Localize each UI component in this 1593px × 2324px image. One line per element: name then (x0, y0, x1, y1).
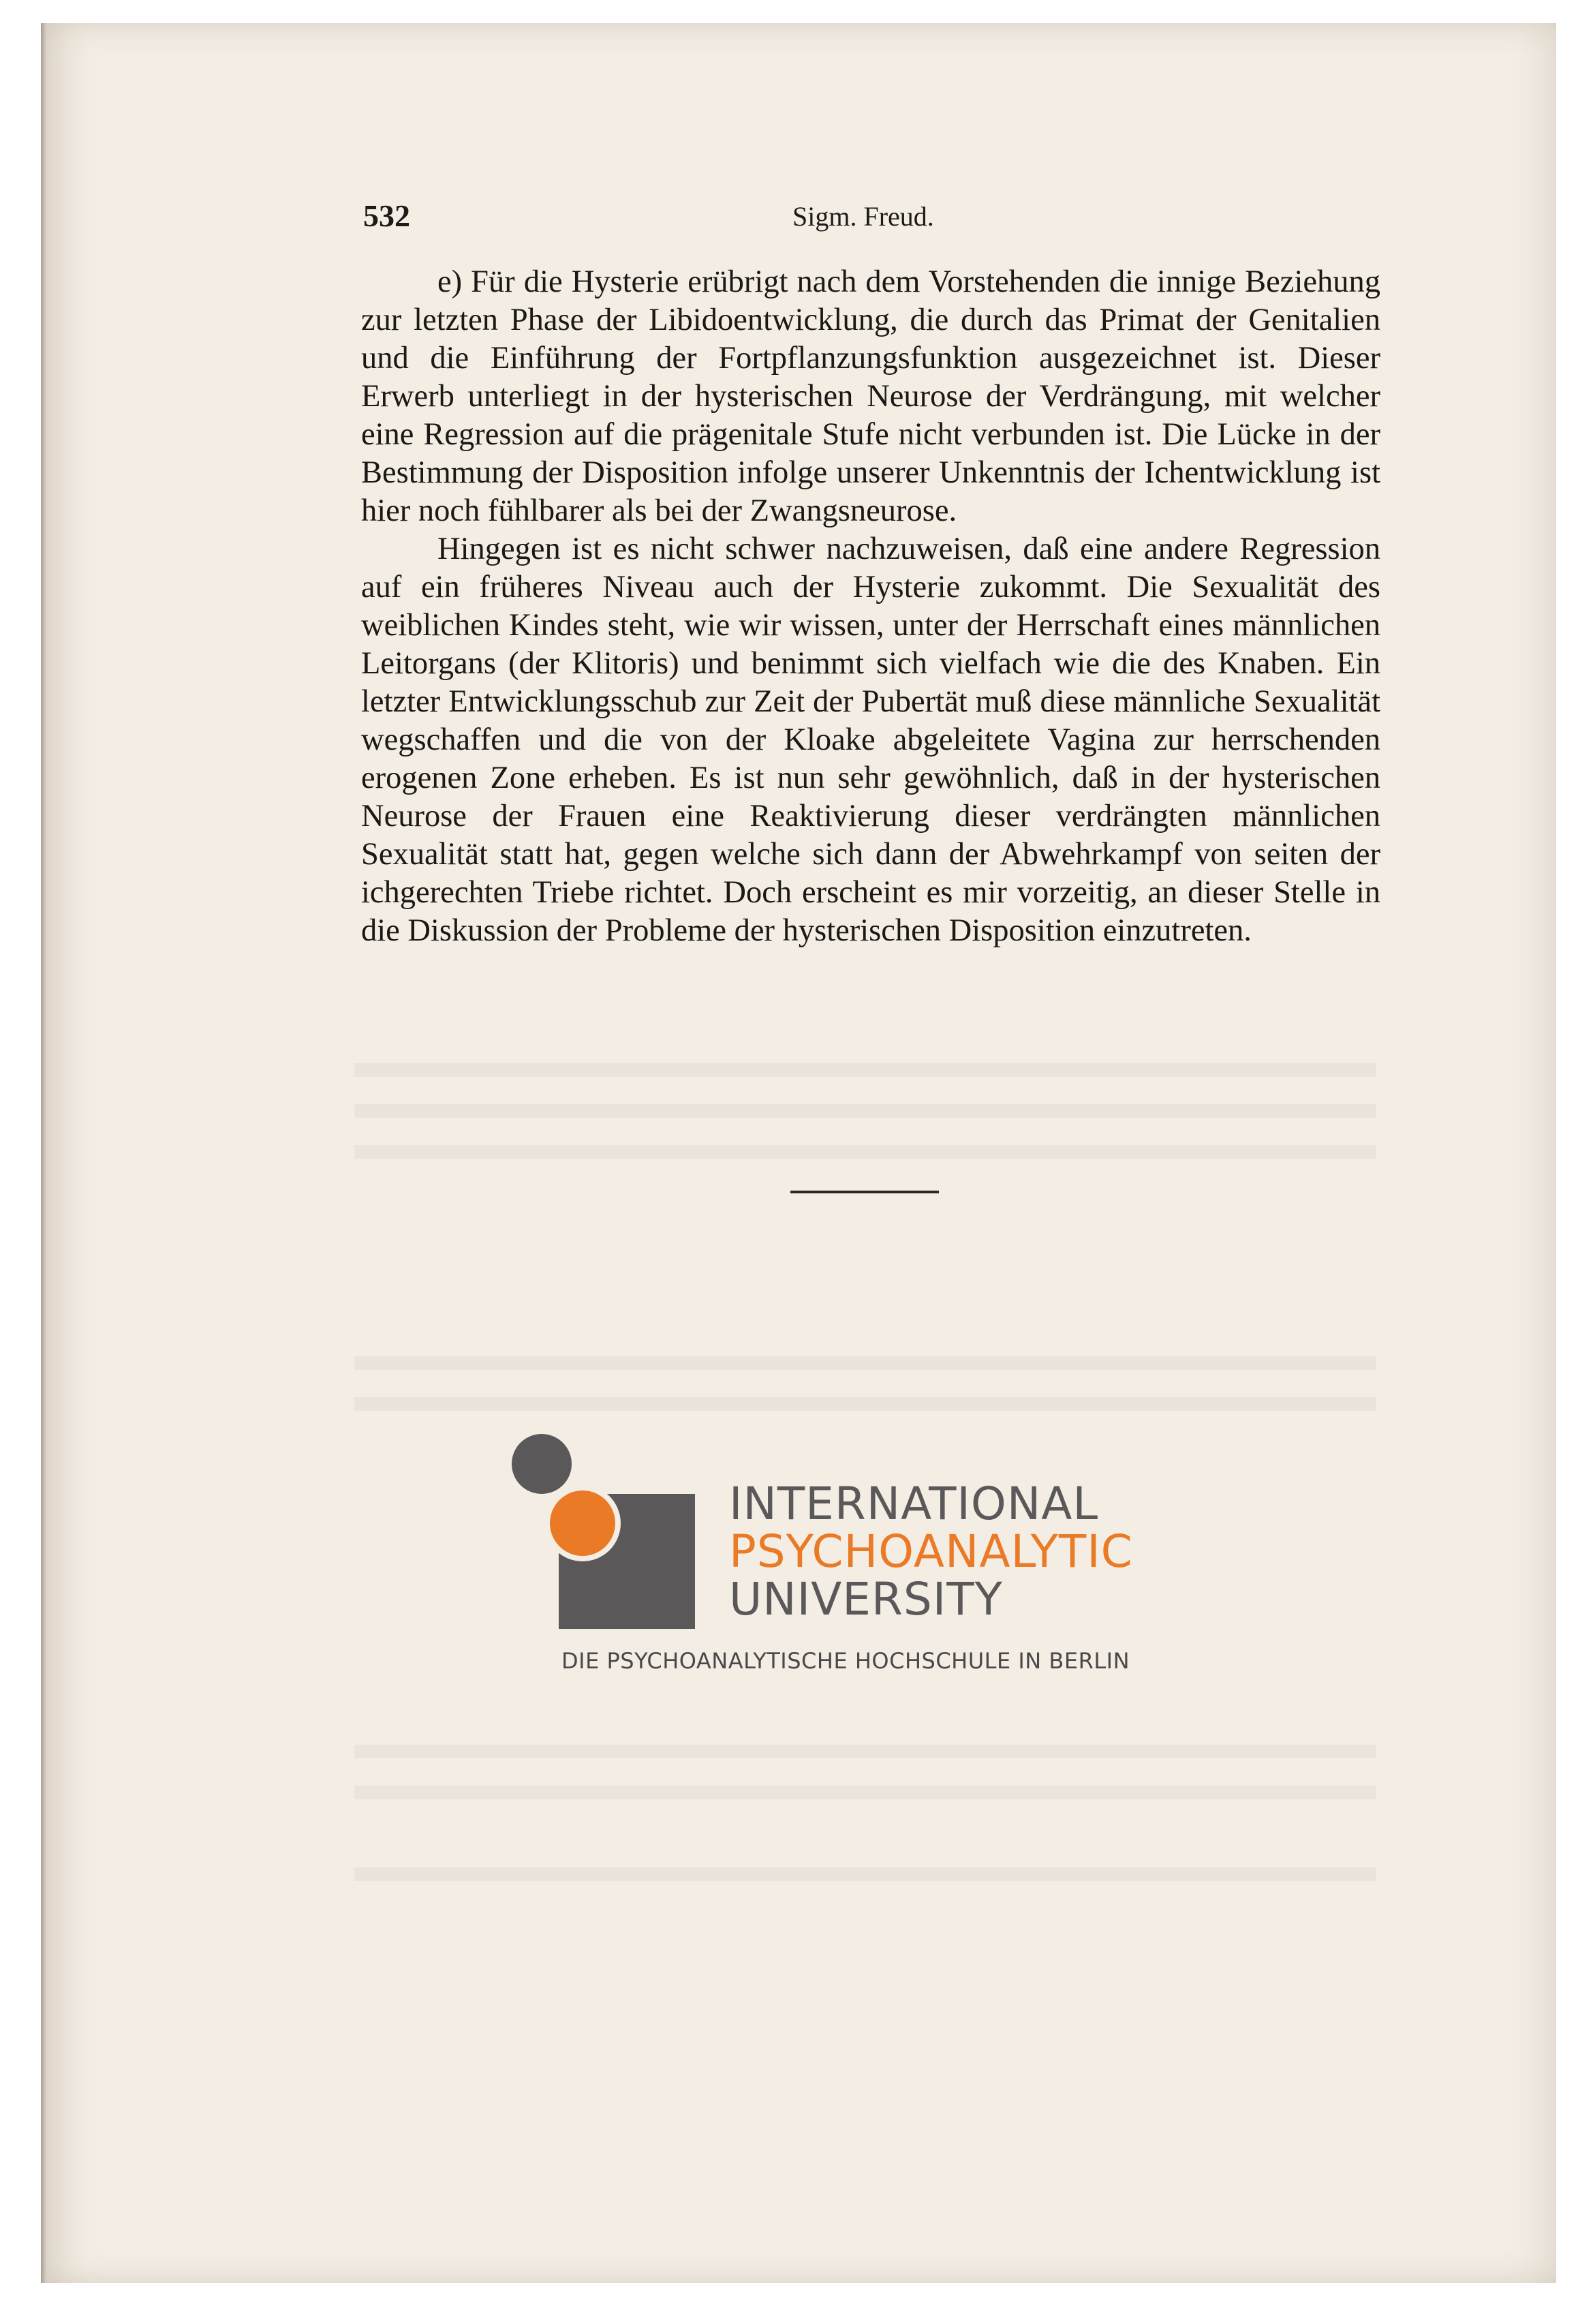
logo-subtitle: DIE PSYCHOANALYTISCHE HOCHSCHULE IN BERLIN (561, 1648, 1130, 1674)
logo-line-university: UNIVERSITY (729, 1573, 1003, 1625)
body-text (361, 263, 1380, 950)
ipu-logo-mark-icon (504, 1431, 722, 1636)
show-through-line (354, 1063, 1376, 1077)
paragraph: e) Für die Hysterie erübrigt nach dem Vorstehenden die innige Beziehung zur letzten Phase der Libidoentwicklung, die durch das Primat der Genitalien und die Einführung der Fortpflanzungsfunktion ausgezeichnet ist. Dieser Erwerb unterliegt in der hysterischen Neurose der Verdrängung, mit welcher eine Regression auf die prägenitale Stufe nicht verbunden ist. Die Lücke in der Bestimmung der Disposition infolge unserer Unkenntnis der Ichentwicklung ist hier noch fühlbarer als bei der Zwangsneurose. (361, 264, 1380, 528)
section-end-rule (790, 1191, 939, 1193)
page-binding-edge (41, 23, 46, 2283)
ipu-watermark-logo (504, 1431, 1158, 1704)
paragraph: Hingegen ist es nicht schwer nachzuweisen, daß eine andere Regression auf ein früheres Niveau auch der Hysterie zukommt. Die Sexualität des weiblichen Kindes steht, wie wir wissen, unter der Herrschaft eines männlichen Leitorgans (der Klitoris) und benimmt sich vielfach wie die des Knaben. Ein letzter Entwicklungsschub zur Zeit der Pubertät muß diese männliche Sexualität wegschaffen und die von der Kloake abgeleitete Vagina zur herrschenden erogenen Zone erheben. Es ist nun sehr gewöhnlich, daß in der hysterischen Neurose der Frauen eine Reaktivierung dieser verdrängten männlichen Sexualität statt hat, gegen welche sich dann der Abwehrkampf von seiten der ichgerechten Triebe richtet. Doch erscheint es mir vorzeitig, an dieser Stelle in die Diskussion der Probleme der hysterischen Disposition einzutreten. (361, 532, 1380, 948)
running-head: Sigm. Freud. (792, 201, 934, 232)
page-header (363, 198, 1381, 239)
show-through-line (354, 1145, 1376, 1159)
show-through-line (354, 1104, 1376, 1118)
show-through-line (354, 1356, 1376, 1370)
logo-line-psychoanalytic: PSYCHOANALYTIC (729, 1525, 1133, 1578)
logo-line-international: INTERNATIONAL (729, 1478, 1099, 1530)
show-through-line (354, 1867, 1376, 1881)
show-through-line (354, 1786, 1376, 1799)
page-number: 532 (363, 198, 410, 233)
show-through-line (354, 1745, 1376, 1758)
show-through-line (354, 1397, 1376, 1411)
